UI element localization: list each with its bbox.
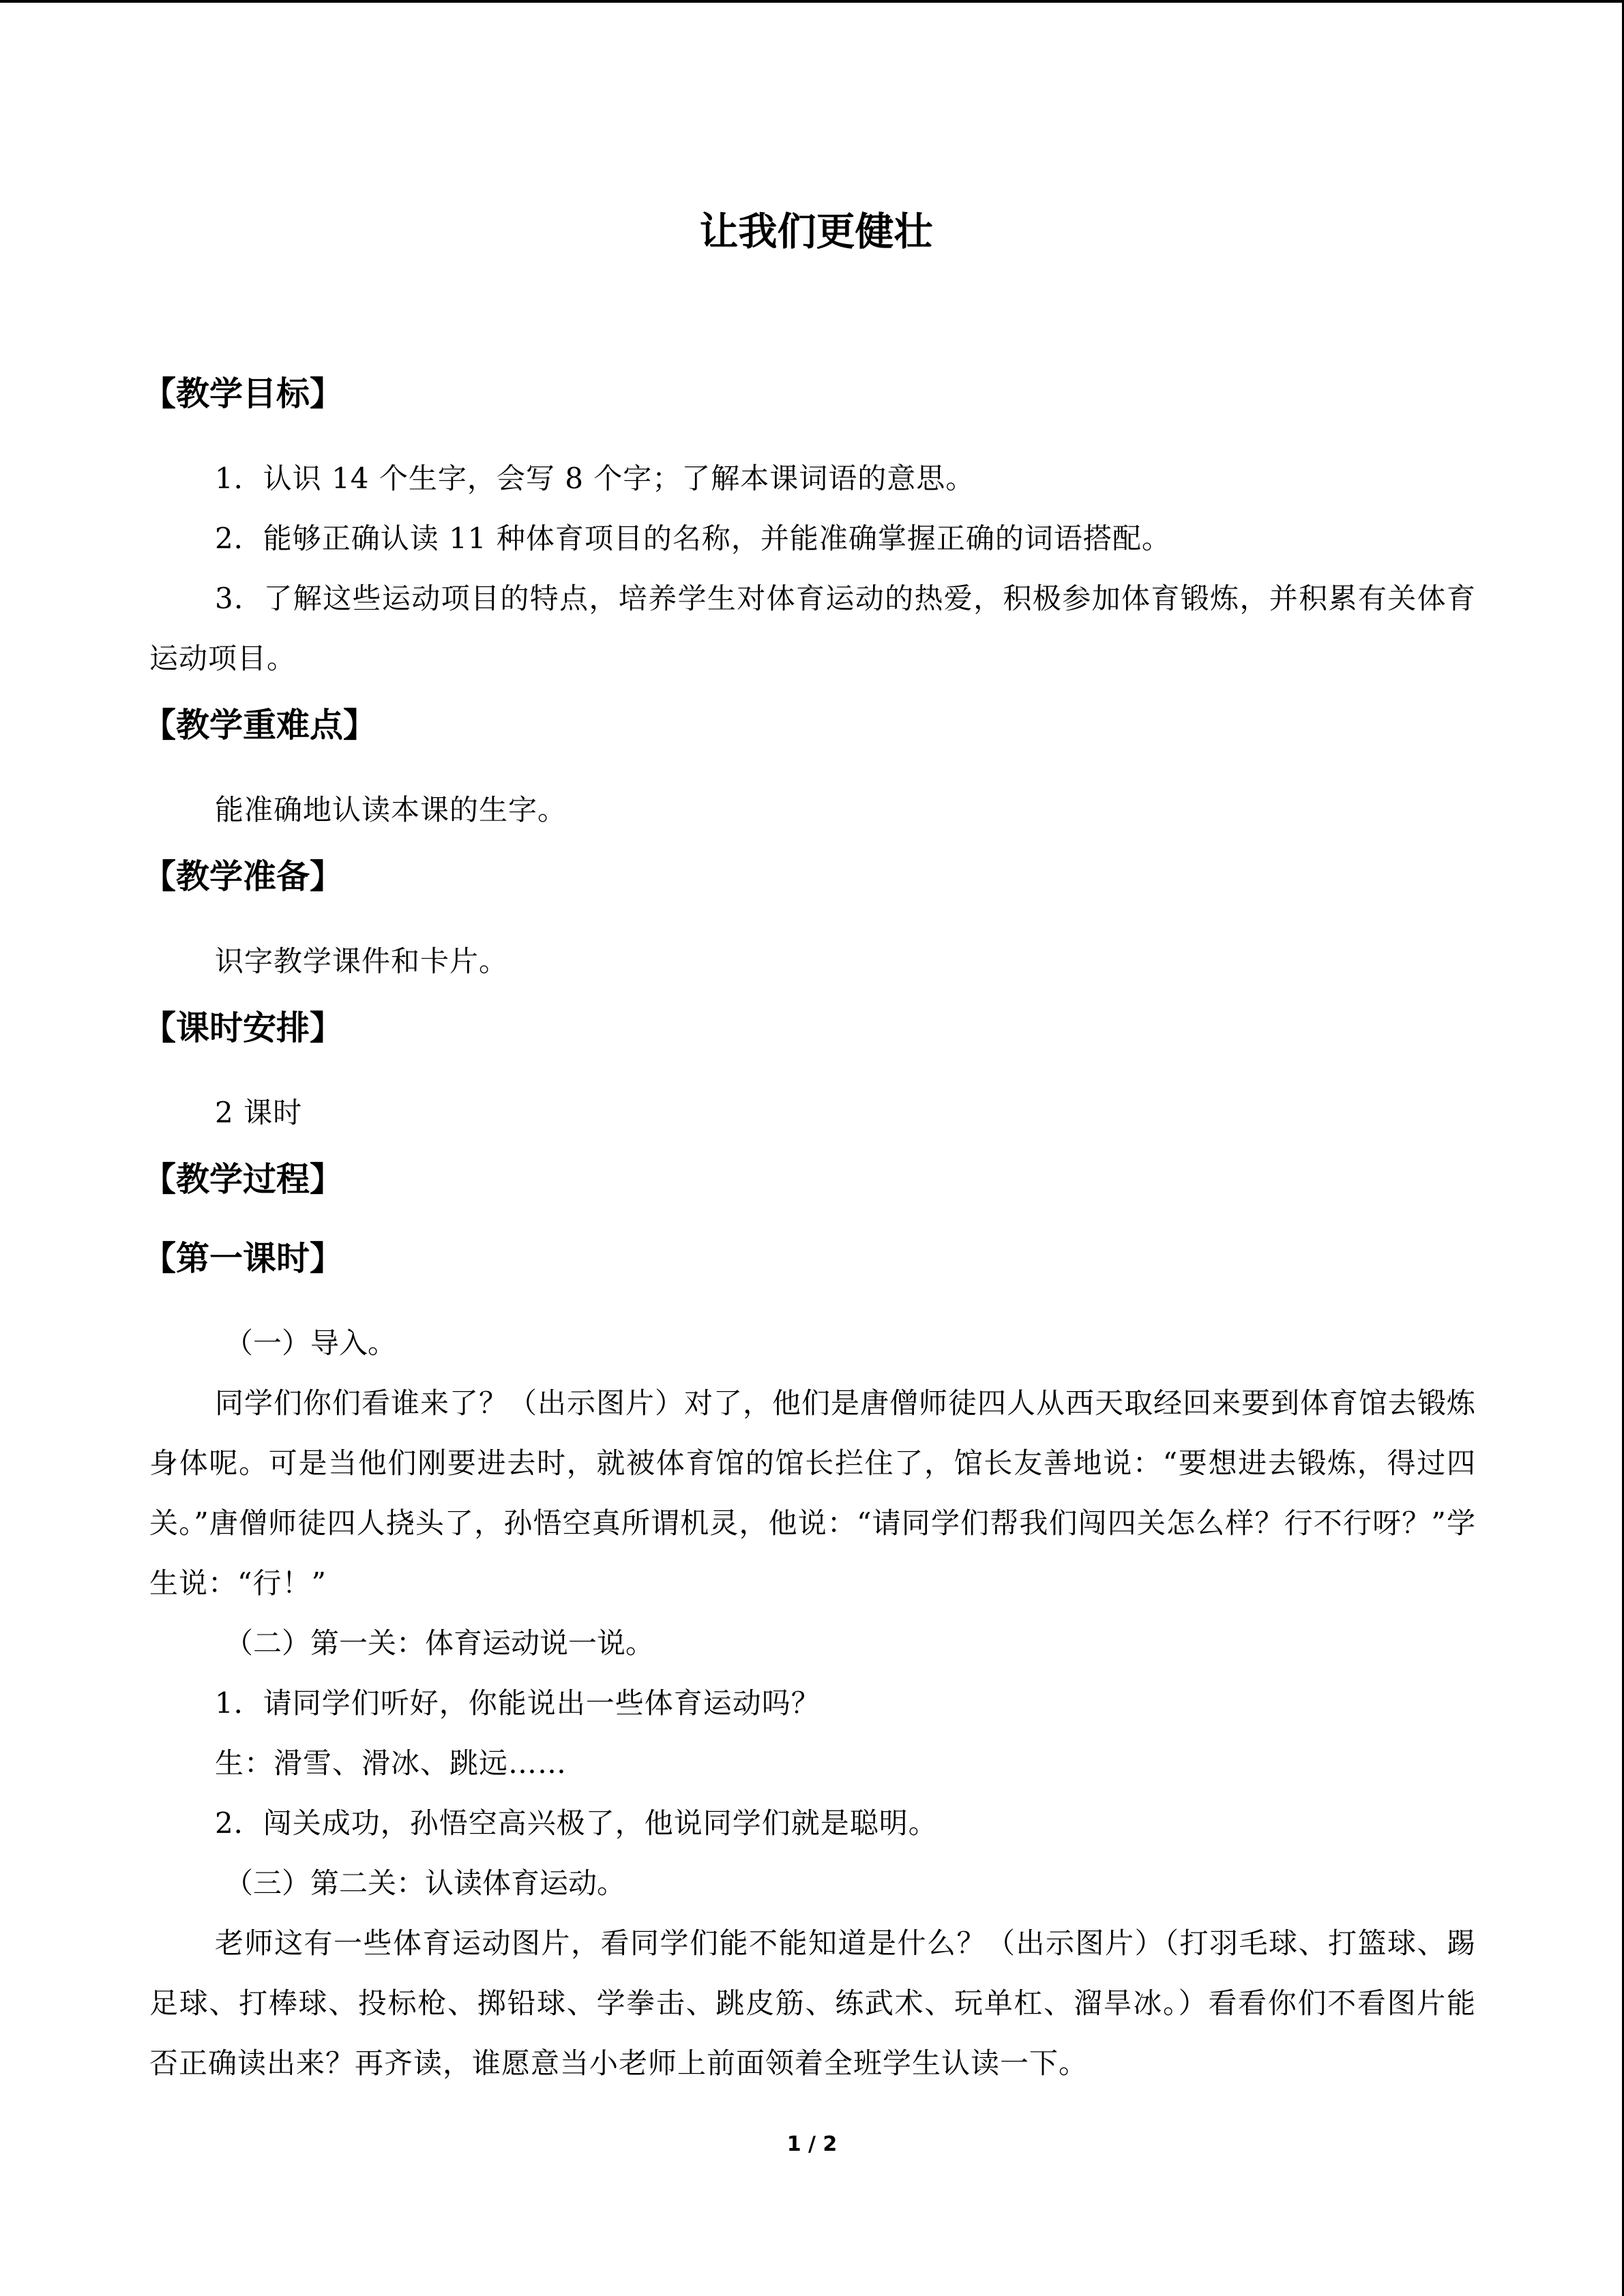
part-two-question: 1．请同学们听好，你能说出一些体育运动吗？ [215,1686,821,1720]
page-top-border [0,0,1624,3]
objective-item: 1．认识 14 个生字，会写 8 个字；了解本课词语的意思。 [215,462,975,495]
part-three-text: 老师这有一些体育运动图片，看同学们能不能知道是什么？（出示图片）（打羽毛球、打篮球、踢足球、打棒球、投标枪、掷铅球、学拳击、跳皮筋、练武术、玩单杠、溜旱冰。）看看你们不看图片能否正确读出来？再齐读，谁愿意当小老师上前面领着全班学生认读一下。 [149,1926,1476,2080]
heading-process: 【教学过程】 [143,1160,344,1199]
objective-item: 3．了解这些运动项目的特点，培养学生对体育运动的热爱，积极参加体育锻炼，并积累有关体育运动项目。 [149,582,1476,675]
key-points-text: 能准确地认读本课的生字。 [215,793,567,826]
document-content [143,205,1477,2093]
part-two-answer: 生：滑雪、滑冰、跳远…… [215,1746,567,1780]
objective-item: 2．能够正确认读 11 种体育项目的名称，并能准确掌握正确的词语搭配。 [215,522,1171,555]
heading-preparation: 【教学准备】 [143,857,344,896]
part-two-title: （二）第一关：体育运动说一说。 [224,1626,655,1660]
heading-objectives: 【教学目标】 [143,374,344,413]
part-two-conclusion: 2．闯关成功，孙悟空高兴极了，他说同学们就是聪明。 [215,1806,938,1840]
heading-lesson-one: 【第一课时】 [143,1239,344,1278]
page-number: 1 / 2 [786,2132,838,2156]
heading-schedule: 【课时安排】 [143,1009,344,1047]
heading-key-points: 【教学重难点】 [143,706,377,745]
schedule-text: 2 课时 [215,1096,303,1129]
part-three-title: （三）第二关：认读体育运动。 [224,1866,626,1900]
part-one-title: （一）导入。 [224,1326,397,1360]
preparation-text: 识字教学课件和卡片。 [215,944,509,978]
part-one-text: 同学们你们看谁来了？（出示图片）对了，他们是唐僧师徒四人从西天取经回来要到体育馆去锻炼身体呢。可是当他们刚要进去时，就被体育馆的馆长拦住了，馆长友善地说：“要想进去锻炼，得过四关。”唐僧师徒四人挠头了，孙悟空真所谓机灵，他说：“请同学们帮我们闯四关怎么样？行不行呀？”学生说：“行！” [149,1386,1477,1600]
document-title: 让我们更健壮 [699,209,933,254]
